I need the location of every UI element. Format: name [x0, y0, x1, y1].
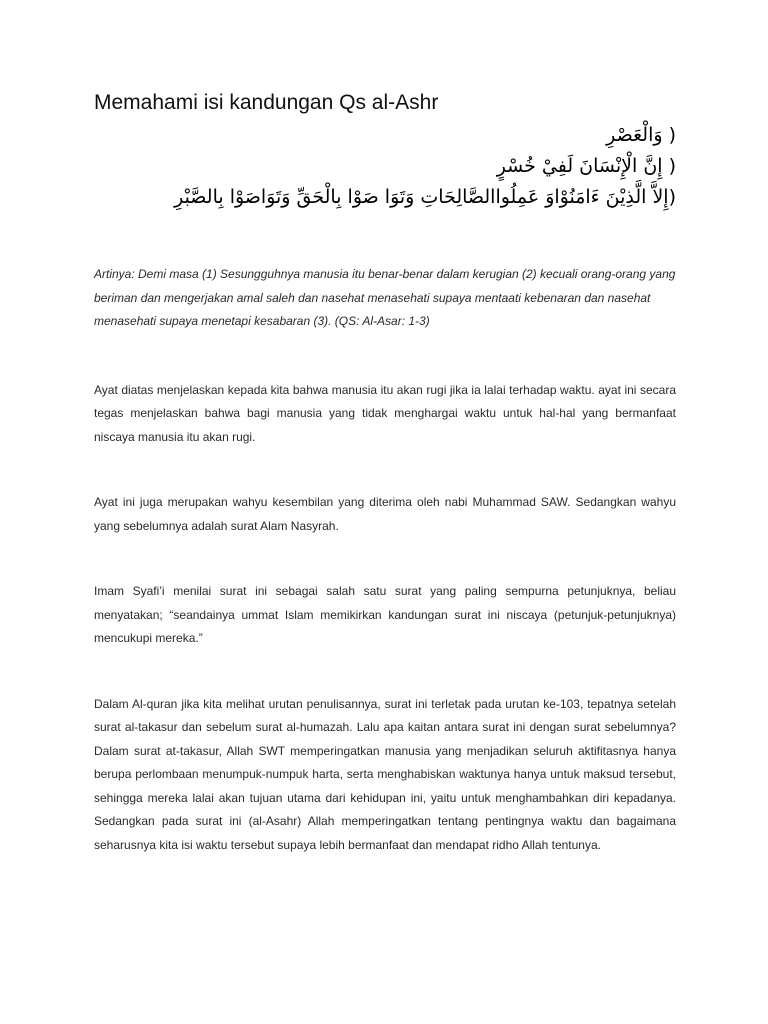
translation-paragraph: Artinya: Demi masa (1) Sesungguhnya manusia itu benar-benar dalam kerugian (2) kecuali orang-orang yang beriman dan mengerjakan amal saleh dan nasehat menasehati supaya mentaati kebenaran dan nasehat menasehati supaya menetapi kesabaran (3). (QS: Al-Asar: 1-3): [94, 267, 676, 328]
arabic-verse-3: (إِلاَّ الَّذِيْنَ ءَامَنُوْاوَ عَمِلُواالصَّالِحَاتِ وَتَوَا صَوْا بِالْحَقِّ وَتَوَاصَوْا بِالصَّبْرِ: [174, 186, 676, 208]
arabic-verse-2: ( إِنَّ الْإِنْسَانَ لَفِيْ خُسْرٍ: [496, 155, 676, 177]
arabic-verse-1: ( وَالْعَصْرِ: [606, 124, 676, 146]
document-page: [94, 88, 676, 857]
body-paragraph-3: Imam Syafi’i menilai surat ini sebagai salah satu surat yang paling sempurna petunjuknya, beliau menyatakan; “seandainya ummat Islam memikirkan kandungan surat ini niscaya (petunjuk-petunjuknya) mencukupi mereka.”: [94, 584, 676, 645]
body-paragraph-2: Ayat ini juga merupakan wahyu kesembilan yang diterima oleh nabi Muhammad SAW. Sedangkan wahyu yang sebelumnya adalah surat Alam Nasyrah.: [94, 495, 676, 533]
document-title: Memahami isi kandungan Qs al-Ashr: [94, 91, 439, 114]
body-paragraph-4: Dalam Al-quran jika kita melihat urutan penulisannya, surat ini terletak pada urutan ke-103, tepatnya setelah surat al-takasur dan sebelum surat al-humazah. Lalu apa kaitan antara surat ini dengan surat sebelumnya? Dalam surat at-takasur, Allah SWT memperingatkan manusia yang menjadikan seluruh aktifitasnya hanya berupa perlombaan menumpuk-numpuk harta, serta menghabiskan waktunya hanya untuk maksud tersebut, sehingga mereka lalai akan tujuan utama dari kehidupan ini, yaitu untuk menghambahkan diri kepadanya. Sedangkan pada surat ini (al-Asahr) Allah memperingatkan tentang pentingnya waktu dan bagaimana seharusnya kita isi waktu tersebut supaya lebih bermanfaat dan mendapat ridho Allah tentunya.: [94, 696, 676, 852]
arabic-verses: [94, 120, 676, 213]
body-paragraph-1: Ayat diatas menjelaskan kepada kita bahwa manusia itu akan rugi jika ia lalai terhadap waktu. ayat ini secara tegas menjelaskan bahwa bagi manusia yang tidak menghargai waktu untuk hal-hal yang bermanfaat niscaya manusia itu akan rugi.: [94, 382, 676, 444]
